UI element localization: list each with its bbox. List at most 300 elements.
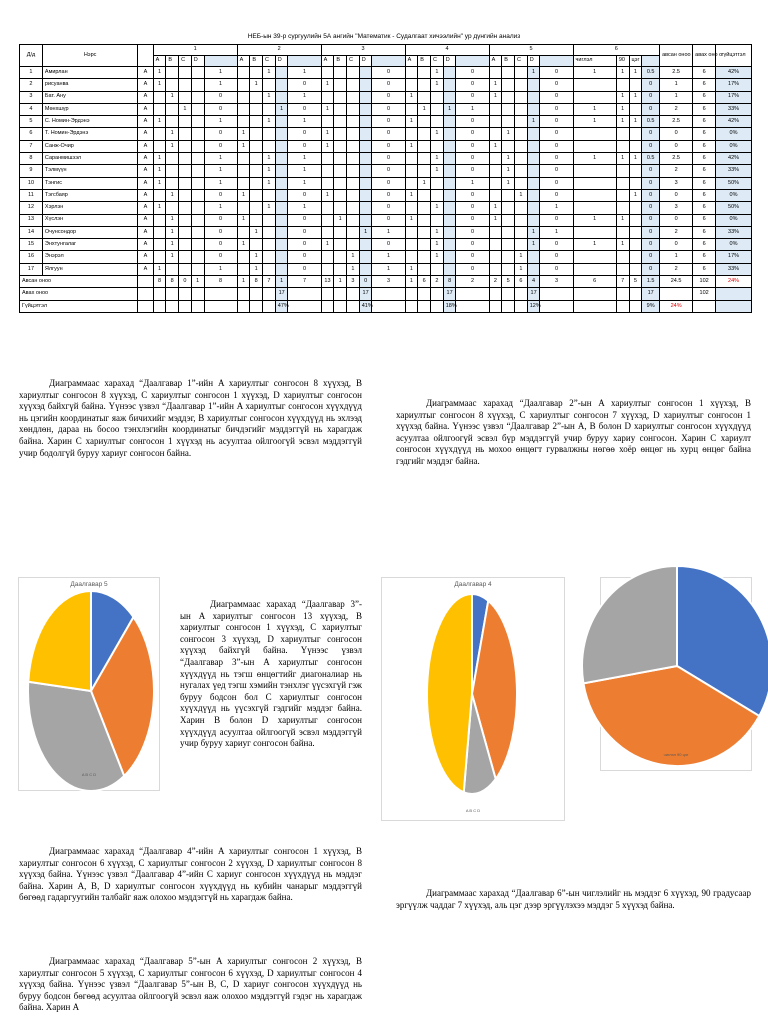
cell [191, 67, 204, 79]
cell [275, 128, 288, 140]
cell [166, 67, 179, 79]
cell: 1 [443, 103, 456, 115]
cell [334, 165, 347, 177]
cell [527, 189, 540, 201]
option-header: A [237, 56, 250, 67]
cell [405, 177, 418, 189]
cell: 15 [20, 239, 43, 251]
cell [250, 288, 263, 300]
cell: 1 [166, 251, 179, 263]
cell: 1 [250, 226, 263, 238]
cell [527, 165, 540, 177]
cell [573, 202, 616, 214]
cell: 1 [489, 79, 502, 91]
cell [263, 288, 276, 300]
cell [153, 239, 166, 251]
cell: 6 [693, 140, 716, 152]
option-header: B [502, 56, 515, 67]
cell [138, 300, 153, 312]
option-header: A [489, 56, 502, 67]
cell: 1 [489, 140, 502, 152]
cell: 1 [502, 177, 515, 189]
cell: 0 [372, 153, 405, 165]
cell [502, 189, 515, 201]
cell [629, 226, 642, 238]
cell [489, 116, 502, 128]
cell [527, 202, 540, 214]
cell: 1 [616, 239, 629, 251]
paragraph-task-6: Диаграммаас харахад “Даалгавар 6”-ын чиглэлийг нь мэддэг 6 хүүхэд, 90 градусаар эргүүлж чаддаг 7 хүүхэд, аль цэг дээр эргүүлэхээ мэддэг 5 хүүхэд байна. [396, 888, 751, 910]
cell [443, 251, 456, 263]
cell: 2 [660, 263, 693, 275]
cell: 6 [693, 189, 716, 201]
cell [179, 300, 192, 312]
option-header: 90 [616, 56, 629, 67]
cell: 1 [153, 177, 166, 189]
cell [359, 91, 372, 103]
cell: A [138, 202, 153, 214]
cell [489, 263, 502, 275]
subtotal-header [288, 56, 321, 67]
cell [166, 177, 179, 189]
sum-cell: 1 [237, 276, 250, 288]
cell [502, 263, 515, 275]
cell: 1 [660, 79, 693, 91]
cell: 0 [642, 91, 660, 103]
paragraph-task-4: Диаграммаас харахад “Даалгавар 4”-ийн A хариултыг сонгосон 1 хүүхэд, B хариултыг сонгосон 6 хүүхэд, C хариултыг сонгосон 2 хүүхэд, D хариултыг сонгосон 8 хүүхэд байна. Үүнээс үзвэл “Даалгавар 4”-ийн C хариуг сонгосон хүүхдүүд нь мэддэг байна. Харин A, B, D хариултыг сонгосон хүүхдүүд нь кубийн чанарыг мэддэггүй бөгөөд гадаргуугийн талбайг яаж олохоо мэддэггүй нь харагдаж байна. [19, 846, 362, 903]
cell [179, 214, 192, 226]
cell: 0 [642, 165, 660, 177]
table-row [20, 251, 752, 263]
cell: 7 [20, 140, 43, 152]
cell [250, 67, 263, 79]
cell [629, 177, 642, 189]
cell: 2.5 [660, 116, 693, 128]
cell [359, 103, 372, 115]
cell [237, 79, 250, 91]
cell [237, 116, 250, 128]
cell [179, 226, 192, 238]
cell [347, 300, 360, 312]
cell: 0 [642, 226, 660, 238]
cell: 17% [716, 251, 752, 263]
sum-cell: 8 [153, 276, 166, 288]
cell [372, 288, 405, 300]
cell: 0% [716, 189, 752, 201]
cell: 1 [629, 116, 642, 128]
cell [191, 214, 204, 226]
cell: 6 [693, 263, 716, 275]
cell: 1 [153, 79, 166, 91]
option-header: A [321, 56, 334, 67]
cell [334, 177, 347, 189]
cell: 0 [372, 140, 405, 152]
cell [489, 177, 502, 189]
cell [166, 263, 179, 275]
cell [321, 165, 334, 177]
cell [527, 177, 540, 189]
cell: A [138, 239, 153, 251]
cell: 1 [334, 214, 347, 226]
cell: 0 [288, 263, 321, 275]
task-header: 6 [573, 45, 660, 56]
cell: 0 [642, 189, 660, 201]
subtotal-header [642, 56, 660, 67]
cell: 0% [716, 140, 752, 152]
cell: 1 [204, 116, 237, 128]
cell: 1 [166, 140, 179, 152]
cell [716, 300, 752, 312]
cell [629, 300, 642, 312]
cell: 0 [642, 214, 660, 226]
cell [489, 189, 502, 201]
header-row [20, 45, 752, 56]
cell: 1 [616, 153, 629, 165]
cell: 42% [716, 153, 752, 165]
cell: 0 [372, 165, 405, 177]
cell [179, 251, 192, 263]
cell: 1 [288, 153, 321, 165]
cell [179, 189, 192, 201]
cell: 1 [263, 177, 276, 189]
cell: 1 [515, 263, 528, 275]
cell [191, 103, 204, 115]
table-row [20, 239, 752, 251]
option-header: C [179, 56, 192, 67]
cell [540, 300, 573, 312]
cell: A [138, 251, 153, 263]
cell: 0 [204, 128, 237, 140]
sum-cell: 0 [179, 276, 192, 288]
cell [405, 165, 418, 177]
cell [250, 202, 263, 214]
cell [431, 140, 444, 152]
cell [191, 116, 204, 128]
cell: 1 [629, 67, 642, 79]
cell: 0 [540, 79, 573, 91]
total-percent-cell: 24% [660, 300, 693, 312]
cell: 16 [20, 251, 43, 263]
results-table [19, 44, 752, 313]
col-header-num: Д/д [20, 45, 43, 67]
cell: 1 [431, 128, 444, 140]
cell [359, 116, 372, 128]
cell: 1 [288, 165, 321, 177]
student-name: Мөнхшүр [42, 103, 137, 115]
cell [573, 177, 616, 189]
cell: 0 [642, 239, 660, 251]
cell [347, 91, 360, 103]
cell [334, 239, 347, 251]
cell: 1 [418, 103, 431, 115]
cell: 1 [321, 103, 334, 115]
cell [321, 91, 334, 103]
cell [502, 226, 515, 238]
chart-legend: чиглэл 90 цэг [663, 752, 689, 757]
cell [616, 165, 629, 177]
cell [347, 67, 360, 79]
pie-chart-task-4 [381, 577, 565, 821]
cell [502, 91, 515, 103]
cell: 1 [153, 67, 166, 79]
cell: 1 [263, 202, 276, 214]
cell: 1 [431, 239, 444, 251]
cell: 1 [540, 226, 573, 238]
sum-cell: 1 [191, 276, 204, 288]
cell [515, 140, 528, 152]
page-title: НЕБ-ын 39-р сургуулийн 5А ангийн "Математик - Судалгаат хичээлийн" ур дүнгийн анализ [247, 33, 521, 40]
cell [275, 263, 288, 275]
cell: 1 [502, 128, 515, 140]
cell: 0 [288, 251, 321, 263]
cell [347, 288, 360, 300]
cell: 1 [288, 202, 321, 214]
task-max-cell: 17 [642, 288, 660, 300]
cell: 6 [693, 91, 716, 103]
cell [321, 300, 334, 312]
cell [443, 67, 456, 79]
student-name: Т. Номин-Эрдэнэ [42, 128, 137, 140]
cell [573, 288, 616, 300]
option-header: B [418, 56, 431, 67]
cell [418, 91, 431, 103]
cell [179, 79, 192, 91]
cell [515, 103, 528, 115]
cell: 1 [502, 153, 515, 165]
cell [616, 189, 629, 201]
sum-cell: 3 [372, 276, 405, 288]
cell [515, 116, 528, 128]
task-header: 2 [237, 45, 321, 56]
cell [502, 288, 515, 300]
cell [191, 263, 204, 275]
cell [153, 140, 166, 152]
cell [191, 79, 204, 91]
cell: 0 [204, 103, 237, 115]
task-percent-cell: 41% [359, 300, 372, 312]
cell: A [138, 263, 153, 275]
cell [693, 300, 716, 312]
cell: 1 [573, 239, 616, 251]
cell [443, 263, 456, 275]
cell [237, 177, 250, 189]
cell [275, 177, 288, 189]
cell: 10 [20, 177, 43, 189]
cell [191, 128, 204, 140]
cell [191, 239, 204, 251]
cell: 1 [250, 263, 263, 275]
cell: A [138, 189, 153, 201]
cell [405, 67, 418, 79]
cell: 0 [540, 251, 573, 263]
cell: 0 [456, 153, 489, 165]
cell [573, 79, 616, 91]
sum-cell: 8 [250, 276, 263, 288]
cell [418, 153, 431, 165]
cell [443, 177, 456, 189]
sum-cell: 2 [431, 276, 444, 288]
task-percent-cell: 9% [642, 300, 660, 312]
cell [629, 202, 642, 214]
cell: 0 [372, 239, 405, 251]
cell: 0 [642, 140, 660, 152]
cell: 0 [288, 128, 321, 140]
col-header-blank [138, 45, 153, 67]
cell: 0 [540, 189, 573, 201]
cell: 14 [20, 226, 43, 238]
cell [405, 103, 418, 115]
sum-cell: 8 [204, 276, 237, 288]
cell [418, 300, 431, 312]
cell: 42% [716, 116, 752, 128]
cell [443, 128, 456, 140]
cell: 1 [263, 91, 276, 103]
cell [502, 214, 515, 226]
cell: 0 [642, 103, 660, 115]
cell: 0 [660, 128, 693, 140]
subtotal-header [372, 56, 405, 67]
cell: 0 [456, 128, 489, 140]
cell: 42% [716, 67, 752, 79]
cell: 0 [288, 103, 321, 115]
student-name: Энхтунгалаг [42, 239, 137, 251]
cell [443, 140, 456, 152]
cell [515, 239, 528, 251]
option-header: C [515, 56, 528, 67]
cell [263, 189, 276, 201]
cell: 1 [179, 103, 192, 115]
cell: 1 [288, 67, 321, 79]
cell: 6 [693, 67, 716, 79]
cell: 17% [716, 91, 752, 103]
cell [179, 128, 192, 140]
cell [527, 153, 540, 165]
cell [263, 263, 276, 275]
cell [347, 214, 360, 226]
cell [431, 288, 444, 300]
cell [629, 79, 642, 91]
cell [334, 226, 347, 238]
cell [263, 103, 276, 115]
cell: A [138, 214, 153, 226]
cell: 1 [540, 202, 573, 214]
cell: 0.5 [642, 116, 660, 128]
table-row [20, 226, 752, 238]
cell [405, 226, 418, 238]
cell: 1 [275, 103, 288, 115]
cell [489, 103, 502, 115]
cell [347, 226, 360, 238]
cell [359, 202, 372, 214]
cell [321, 153, 334, 165]
cell: 1 [237, 214, 250, 226]
cell [347, 165, 360, 177]
cell [275, 91, 288, 103]
cell [250, 116, 263, 128]
cell [250, 140, 263, 152]
task-max-cell: 17 [443, 288, 456, 300]
cell: 1 [431, 251, 444, 263]
task-header: 4 [405, 45, 489, 56]
cell: 0 [288, 79, 321, 91]
cell: 0 [372, 103, 405, 115]
cell [443, 189, 456, 201]
cell [502, 67, 515, 79]
cell: 1 [359, 226, 372, 238]
cell [153, 91, 166, 103]
cell [179, 288, 192, 300]
cell [263, 300, 276, 312]
cell [489, 165, 502, 177]
cell [191, 91, 204, 103]
cell [263, 226, 276, 238]
pie-svg [601, 578, 751, 770]
cell [347, 79, 360, 91]
table-row [20, 214, 752, 226]
cell: 0 [372, 202, 405, 214]
table-row [20, 103, 752, 115]
cell: 33% [716, 263, 752, 275]
cell: 50% [716, 202, 752, 214]
cell [359, 67, 372, 79]
cell [418, 226, 431, 238]
cell [191, 177, 204, 189]
cell [527, 251, 540, 263]
cell [359, 140, 372, 152]
cell: 1 [321, 79, 334, 91]
cell: 0 [660, 214, 693, 226]
cell [359, 189, 372, 201]
cell [629, 239, 642, 251]
cell [179, 263, 192, 275]
cell [250, 128, 263, 140]
cell [250, 103, 263, 115]
cell: 0.5 [642, 153, 660, 165]
cell: 0 [456, 165, 489, 177]
cell [321, 263, 334, 275]
cell [527, 214, 540, 226]
cell [515, 128, 528, 140]
cell: 0% [716, 214, 752, 226]
sum-cell: 3 [347, 276, 360, 288]
cell [153, 103, 166, 115]
cell: 0 [288, 189, 321, 201]
cell: 0% [716, 239, 752, 251]
cell [502, 251, 515, 263]
cell [321, 288, 334, 300]
cell [443, 79, 456, 91]
cell: 1 [515, 189, 528, 201]
cell: 13 [20, 214, 43, 226]
cell: 1 [431, 202, 444, 214]
task-header: 5 [489, 45, 573, 56]
cell: 6 [693, 153, 716, 165]
pie-chart-task-6 [600, 577, 752, 771]
cell [431, 91, 444, 103]
cell [359, 239, 372, 251]
cell: 1 [288, 91, 321, 103]
cell [573, 140, 616, 152]
cell [347, 177, 360, 189]
cell [573, 263, 616, 275]
cell [431, 214, 444, 226]
cell: 0 [540, 153, 573, 165]
student-name: Бат. Ану [42, 91, 137, 103]
cell [359, 153, 372, 165]
cell: 1 [431, 67, 444, 79]
percent-row [20, 300, 752, 312]
option-header: A [153, 56, 166, 67]
